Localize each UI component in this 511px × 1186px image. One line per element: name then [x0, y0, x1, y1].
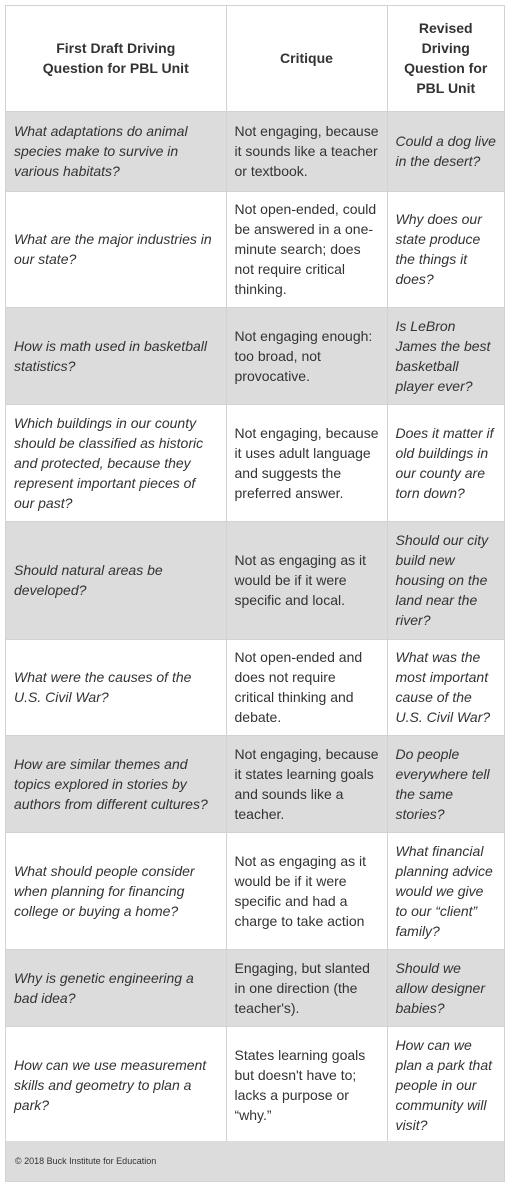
critique-cell: Not engaging enough: too broad, not provocative.: [226, 307, 387, 404]
first-draft-question: What adaptations do animal species make to survive in various habitats?: [6, 111, 226, 191]
driving-questions-table: [6, 6, 504, 1144]
header-revised: Revised Driving Question for PBL Unit: [387, 6, 504, 111]
table-row: [6, 111, 504, 191]
revised-question: Is LeBron James the best basketball player ever?: [387, 307, 504, 404]
critique-cell: Not engaging, because it uses adult language and suggests the preferred answer.: [226, 404, 387, 521]
critique-cell: Not engaging, because it sounds like a teacher or textbook.: [226, 111, 387, 191]
revised-question: Could a dog live in the desert?: [387, 111, 504, 191]
first-draft-question: Why is genetic engineering a bad idea?: [6, 949, 226, 1026]
revised-question: Does it matter if old buildings in our county are torn down?: [387, 404, 504, 521]
revised-question: Do people everywhere tell the same stories?: [387, 735, 504, 832]
table-row: [6, 191, 504, 307]
revised-question: Should our city build new housing on the land near the river?: [387, 521, 504, 639]
revised-question: Should we allow designer babies?: [387, 949, 504, 1026]
revised-question: What was the most important cause of the U.S. Civil War?: [387, 639, 504, 735]
critique-cell: Not engaging, because it states learning goals and sounds like a teacher.: [226, 735, 387, 832]
critique-cell: Engaging, but slanted in one direction (the teacher's).: [226, 949, 387, 1026]
critique-cell: Not open-ended and does not require critical thinking and debate.: [226, 639, 387, 735]
critique-cell: Not as engaging as it would be if it were specific and had a charge to take action: [226, 832, 387, 949]
driving-questions-table-frame: [5, 5, 505, 1182]
first-draft-question: What were the causes of the U.S. Civil War?: [6, 639, 226, 735]
first-draft-question: How can we use measurement skills and geometry to plan a park?: [6, 1026, 226, 1143]
revised-question: What financial planning advice would we give to our “client” family?: [387, 832, 504, 949]
first-draft-question: What should people consider when planning for financing college or buying a home?: [6, 832, 226, 949]
table-row: [6, 1026, 504, 1143]
critique-cell: States learning goals but doesn't have to; lacks a purpose or “why.”: [226, 1026, 387, 1143]
copyright-footer: © 2018 Buck Institute for Education: [6, 1141, 504, 1181]
table-row: [6, 949, 504, 1026]
table-row: [6, 832, 504, 949]
critique-cell: Not as engaging as it would be if it were specific and local.: [226, 521, 387, 639]
table-row: [6, 404, 504, 521]
header-row: [6, 6, 504, 111]
table-row: [6, 307, 504, 404]
revised-question: Why does our state produce the things it does?: [387, 191, 504, 307]
first-draft-question: How is math used in basketball statistics?: [6, 307, 226, 404]
critique-cell: Not open-ended, could be answered in a one-minute search; does not require critical thinking.: [226, 191, 387, 307]
table-row: [6, 521, 504, 639]
first-draft-question: Should natural areas be developed?: [6, 521, 226, 639]
revised-question: How can we plan a park that people in our community will visit?: [387, 1026, 504, 1143]
first-draft-question: How are similar themes and topics explored in stories by authors from different cultures?: [6, 735, 226, 832]
first-draft-question: Which buildings in our county should be classified as historic and protected, because they represent important pieces of our past?: [6, 404, 226, 521]
table-row: [6, 639, 504, 735]
header-critique: Critique: [226, 6, 387, 111]
first-draft-question: What are the major industries in our state?: [6, 191, 226, 307]
header-first-draft: First Draft Driving Question for PBL Unit: [6, 6, 226, 111]
table-row: [6, 735, 504, 832]
